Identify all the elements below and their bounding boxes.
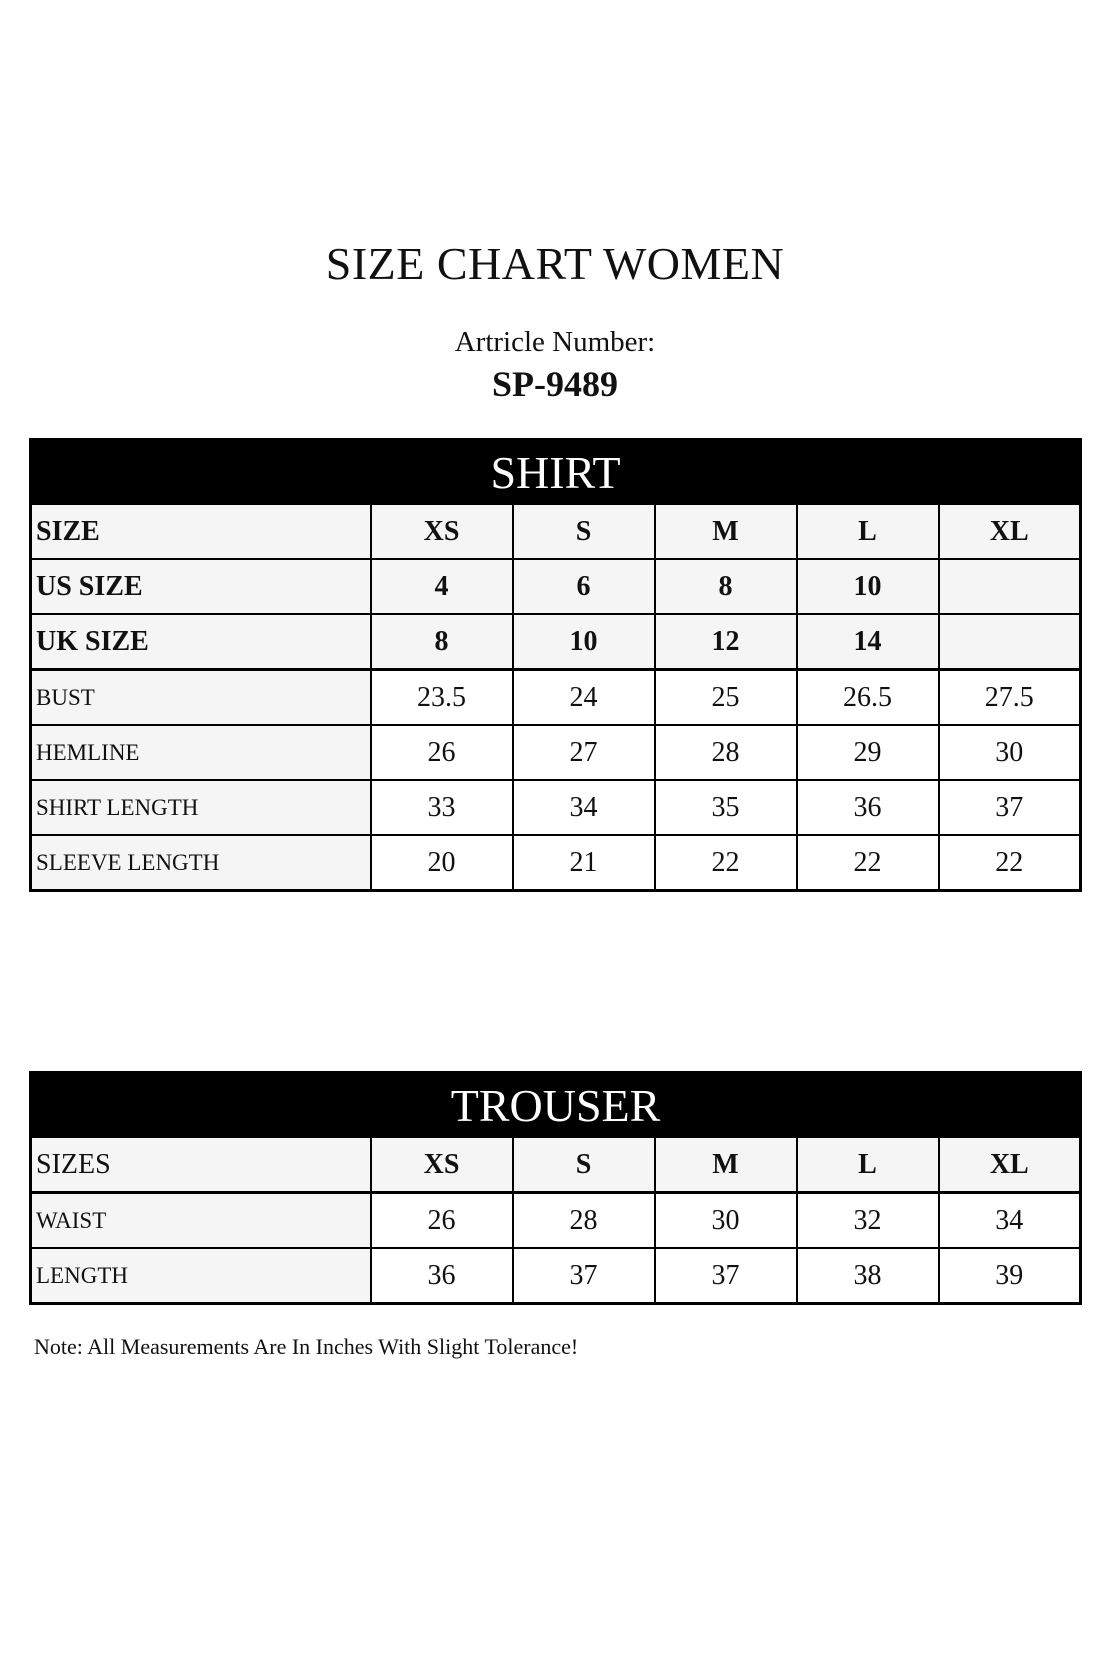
us-size-cell: 6 (513, 559, 655, 614)
trouser-sizes-label: SIZES (31, 1137, 371, 1193)
uk-size-cell (939, 614, 1081, 670)
trouser-size-table (29, 1071, 1082, 1305)
article-number-label: Artricle Number: (454, 326, 656, 358)
measurement-value: 34 (513, 780, 655, 835)
measurement-value: 36 (797, 780, 939, 835)
uk-size-label: UK SIZE (31, 614, 371, 670)
measurement-value: 30 (939, 725, 1081, 780)
measurement-value: 30 (655, 1193, 797, 1249)
measurement-value: 22 (655, 835, 797, 891)
measurement-value: 36 (371, 1248, 513, 1304)
trouser-size-l: L (797, 1137, 939, 1193)
measurement-value: 34 (939, 1193, 1081, 1249)
measurement-value: 37 (939, 780, 1081, 835)
measurement-value: 33 (371, 780, 513, 835)
trouser-header-row (31, 1073, 1081, 1138)
trouser-size-m: M (655, 1137, 797, 1193)
measurement-value: 29 (797, 725, 939, 780)
us-size-label: US SIZE (31, 559, 371, 614)
shirt-size-row (31, 504, 1081, 559)
measurement-label: HEMLINE (31, 725, 371, 780)
trouser-section-header: TROUSER (31, 1073, 1081, 1138)
shirt-section-header: SHIRT (31, 440, 1081, 505)
shirt-header-row (31, 440, 1081, 505)
shirt-hemline-row (31, 725, 1081, 780)
measurement-note: Note: All Measurements Are In Inches With Slight Tolerance! (34, 1334, 579, 1359)
measurement-label: WAIST (31, 1193, 371, 1249)
measurement-value: 20 (371, 835, 513, 891)
uk-size-cell: 14 (797, 614, 939, 670)
shirt-size-table (29, 438, 1082, 892)
shirt-sleeve-length-row (31, 835, 1081, 891)
measurement-value: 28 (655, 725, 797, 780)
shirt-us-size-row (31, 559, 1081, 614)
uk-size-cell: 8 (371, 614, 513, 670)
measurement-value: 23.5 (371, 670, 513, 726)
measurement-value: 37 (655, 1248, 797, 1304)
shirt-size-l: L (797, 504, 939, 559)
uk-size-cell: 12 (655, 614, 797, 670)
shirt-bust-row (31, 670, 1081, 726)
measurement-value: 22 (939, 835, 1081, 891)
measurement-value: 38 (797, 1248, 939, 1304)
shirt-size-xl: XL (939, 504, 1081, 559)
us-size-cell (939, 559, 1081, 614)
measurement-value: 26.5 (797, 670, 939, 726)
measurement-value: 21 (513, 835, 655, 891)
measurement-value: 24 (513, 670, 655, 726)
measurement-label: SHIRT LENGTH (31, 780, 371, 835)
trouser-size-row (31, 1137, 1081, 1193)
shirt-size-m: M (655, 504, 797, 559)
measurement-value: 28 (513, 1193, 655, 1249)
trouser-length-row (31, 1248, 1081, 1304)
measurement-value: 27 (513, 725, 655, 780)
measurement-value: 35 (655, 780, 797, 835)
measurement-value: 26 (371, 725, 513, 780)
measurement-label: SLEEVE LENGTH (31, 835, 371, 891)
measurement-value: 25 (655, 670, 797, 726)
measurement-value: 22 (797, 835, 939, 891)
article-number-value: SP-9489 (492, 364, 618, 404)
measurement-value: 39 (939, 1248, 1081, 1304)
trouser-size-s: S (513, 1137, 655, 1193)
shirt-size-s: S (513, 504, 655, 559)
us-size-cell: 8 (655, 559, 797, 614)
uk-size-cell: 10 (513, 614, 655, 670)
page-title: SIZE CHART WOMEN (325, 238, 785, 289)
shirt-size-xs: XS (371, 504, 513, 559)
measurement-label: LENGTH (31, 1248, 371, 1304)
measurement-label: BUST (31, 670, 371, 726)
trouser-waist-row (31, 1193, 1081, 1249)
trouser-size-xl: XL (939, 1137, 1081, 1193)
us-size-cell: 10 (797, 559, 939, 614)
measurement-value: 37 (513, 1248, 655, 1304)
shirt-uk-size-row (31, 614, 1081, 670)
us-size-cell: 4 (371, 559, 513, 614)
measurement-value: 27.5 (939, 670, 1081, 726)
trouser-size-xs: XS (371, 1137, 513, 1193)
measurement-value: 32 (797, 1193, 939, 1249)
shirt-size-label: SIZE (31, 504, 371, 559)
measurement-value: 26 (371, 1193, 513, 1249)
shirt-length-row (31, 780, 1081, 835)
